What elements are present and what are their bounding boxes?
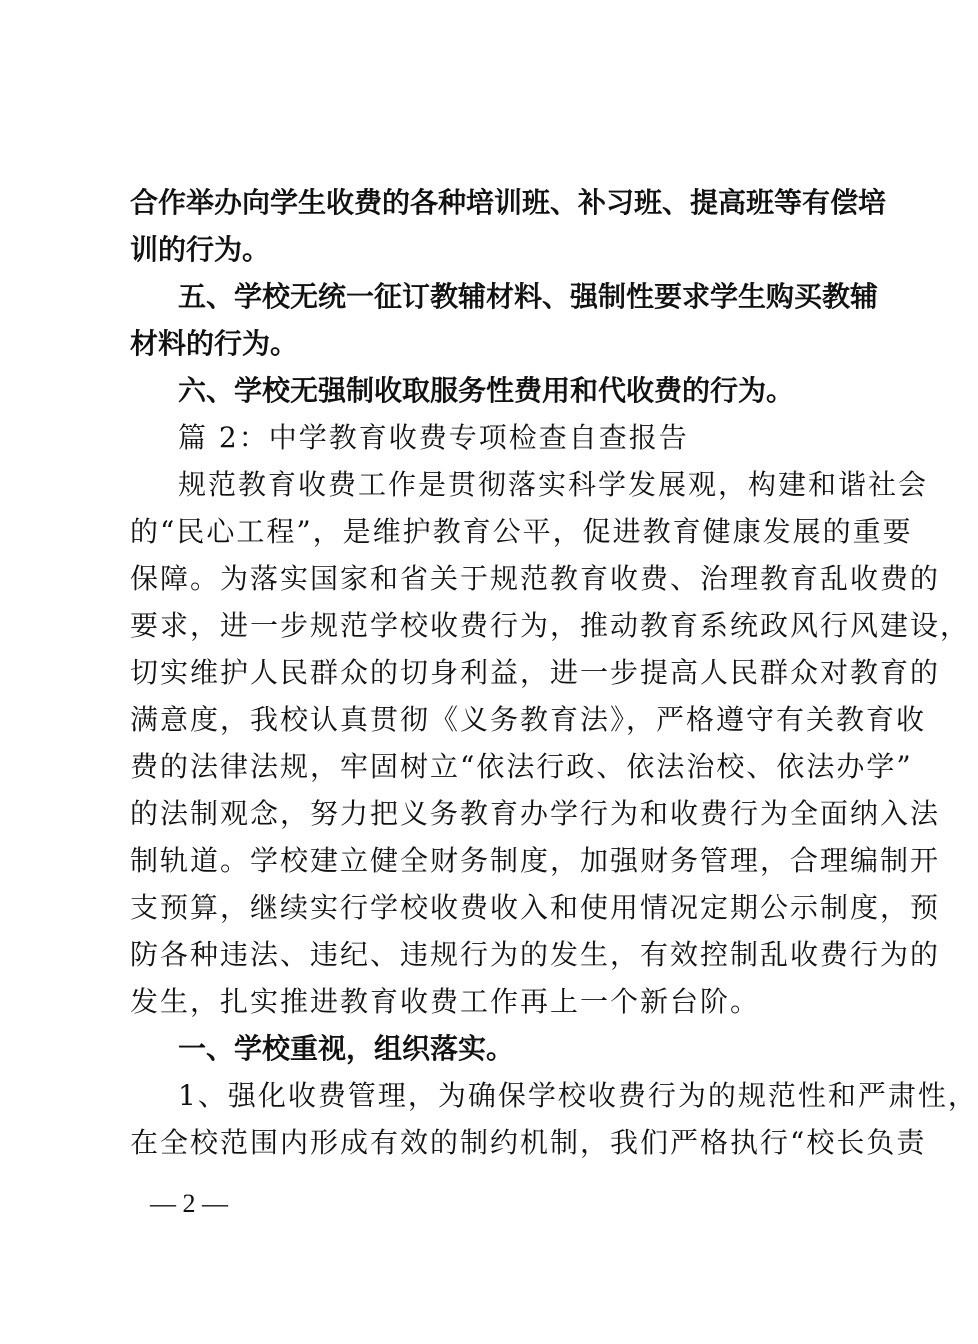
paragraph-line: 合作举办向学生收费的各种培训班、补习班、提高班等有偿培 (130, 186, 887, 219)
paragraph-line: 五、学校无统一征订教辅材料、强制性要求学生购买教辅 (178, 280, 879, 313)
paragraph-line: 防各种违法、违纪、违规行为的发生，有效控制乱收费行为的 (130, 938, 941, 971)
paragraph-line: 满意度，我校认真贯彻《义务教育法》，严格遵守有关教育收 (130, 703, 927, 736)
paragraph-line: 费的法律法规，牢固树立“依法行政、依法治校、依法办学” (130, 750, 913, 783)
paragraph-line: 支预算，继续实行学校收费收入和使用情况定期公示制度，预 (130, 891, 941, 924)
paragraph-line: 保障。为落实国家和省关于规范教育收费、治理教育乱收费的 (130, 562, 941, 595)
page-number: — 2 — (150, 1189, 228, 1218)
paragraph-line: 的法制观念，努力把义务教育办学行为和收费行为全面纳入法 (130, 797, 941, 830)
paragraph-line: 六、学校无强制收取服务性费用和代收费的行为。 (178, 374, 795, 407)
paragraph-line: 规范教育收费工作是贯彻落实科学发展观，构建和谐社会 (178, 468, 929, 501)
paragraph-line: 1、强化收费管理，为确保学校收费行为的规范性和严肃性， (178, 1079, 978, 1112)
paragraph-line: 材料的行为。 (130, 327, 299, 360)
paragraph-line: 切实维护人民群众的切身利益，进一步提高人民群众对教育的 (130, 656, 941, 689)
section-heading: 一、学校重视，组织落实。 (178, 1032, 515, 1065)
paragraph-line: 要求，进一步规范学校收费行为，推动教育系统政风行风建设， (130, 609, 971, 642)
paragraph-line: 训的行为。 (130, 233, 271, 266)
paragraph-line: 的“民心工程”，是维护教育公平，促进教育健康发展的重要 (130, 515, 913, 548)
paragraph-line: 发生，扎实推进教育收费工作再上一个新台阶。 (130, 985, 761, 1018)
paragraph-line: 在全校范围内形成有效的制约机制，我们严格执行“校长负责 (130, 1126, 927, 1159)
paragraph-line: 制轨道。学校建立健全财务制度，加强财务管理，合理编制开 (130, 844, 941, 877)
section-heading: 篇 2：中学教育收费专项检查自查报告 (178, 421, 689, 454)
